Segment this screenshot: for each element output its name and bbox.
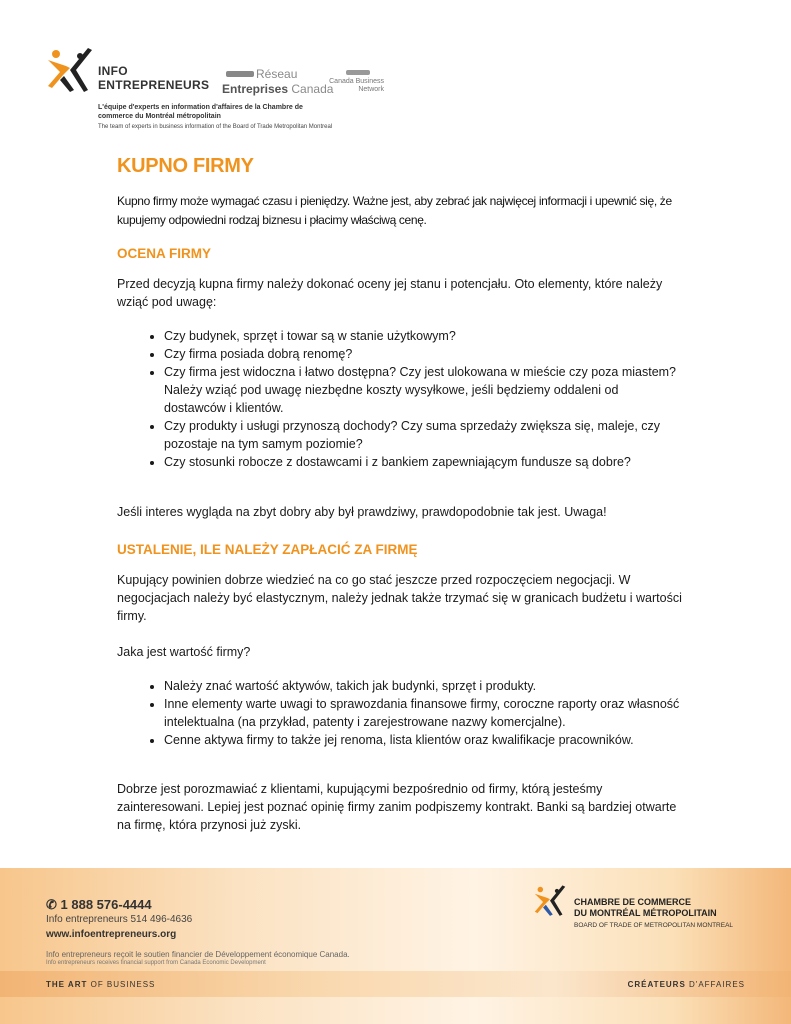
document-body [117, 155, 682, 834]
phone-icon: ✆ [46, 897, 57, 912]
cbn-badge [346, 70, 370, 75]
chamber-name: CHAMBRE DE COMMERCE DU MONTRÉAL MÉTROPOLITAIN [574, 897, 717, 918]
intro-paragraph: Kupno firmy może wymagać czasu i pieniędzy. Ważne jest, aby zebrać jak najwięcej informacji i upewnić się, że kupujemy odpowiedni rodzaj biznesu i płacimy właściwą cenę. [117, 194, 672, 227]
footer-phone: ✆ 1 888 576-4444 [46, 897, 152, 912]
page-title: KUPNO FIRMY [117, 155, 254, 177]
reseau-label: Réseau [256, 67, 298, 81]
footer-website-link[interactable]: www.infoentrepreneurs.org [46, 929, 177, 940]
list-item: • Czy stosunki robocze z dostawcami i z bankiem zapewniającym fundusze są dobre? [164, 453, 682, 471]
section2-paragraph: Kupujący powinien dobrze wiedzieć na co go stać jeszcze przed rozpoczęciem negocjacji. W negocjacjach należy być elastycznym, należy jednak także trzymać się w granicach budżetu i wartości firmy. [117, 573, 682, 623]
list-item: • Czy firma jest widoczna i łatwo dostępna? Czy jest ulokowana w mieście czy poza miastem? Należy wziąć pod uwagę niezbędne koszty wysyłkowe, jeśli będziemy oddaleni od dostawców i klientów. [164, 363, 682, 417]
footer-support-english: Info entrepreneurs receives financial support from Canada Economic Development [46, 960, 266, 966]
section-heading-ustalenie: USTALENIE, ILE NALEŻY ZAPŁACIĆ ZA FIRMĘ [117, 542, 418, 557]
warning-paragraph: Jeśli interes wygląda na zbyt dobry aby był prawdziwy, prawdopodobnie tak jest. Uwaga! [117, 505, 607, 519]
question-paragraph: Jaka jest wartość firmy? [117, 645, 251, 659]
list-item: • Czy produkty i usługi przynoszą dochody? Czy suma sprzedaży zwiększa się, maleje, czy pozostaje na tym samym poziomie? [164, 417, 682, 453]
entreprises-canada-label: Entreprises Canada [222, 82, 334, 96]
tagline-french: L'équipe d'experts en information d'affaires de la Chambre de commerce du Montréal métropolitain [98, 104, 303, 120]
page-footer [0, 868, 791, 1024]
list-item: • Należy znać wartość aktywów, takich jak budynki, sprzęt i produkty. [164, 677, 682, 695]
section1-bullet-list [117, 327, 682, 471]
list-item: • Czy budynek, sprzęt i towar są w stanie użytkowym? [164, 327, 682, 345]
list-item: • Inne elementy warte uwagi to sprawozdania finansowe firmy, coroczne raporty oraz własność intelektualna (na przykład, patenty i zarejestrowane nazwy komercjalne). [164, 695, 682, 731]
list-item: • Cenne aktywa firmy to także jej renoma, lista klientów oraz kwalifikacje pracowników. [164, 731, 682, 749]
info-entrepreneurs-wordmark: INFO ENTREPRENEURS [98, 64, 210, 92]
footer-createurs-daffaires: CRÉATEURS D'AFFAIRES [627, 980, 745, 989]
section2-bullet-list [117, 677, 682, 749]
page-header [0, 0, 791, 140]
section1-paragraph: Przed decyzją kupna firmy należy dokonać oceny jej stanu i potencjału. Oto elementy, które należy wziąć pod uwagę: [117, 277, 663, 309]
reseau-badge [226, 71, 254, 77]
list-item: • Czy firma posiada dobrą renomę? [164, 345, 682, 363]
footer-art-of-business: THE ART OF BUSINESS [46, 980, 156, 989]
chamber-name-english: BOARD OF TRADE OF METROPOLITAN MONTREAL [574, 922, 734, 929]
canada-business-network-label: Canada Business Network [329, 78, 384, 93]
closing-paragraph: Dobrze jest porozmawiać z klientami, kupującymi bezpośrednio od firmy, którą jesteśmy zainteresowani. Lepiej jest poznać opinię firmy zanim podpiszemy kontrakt. Banki są bardziej otwarte na firmę, która przynosi już zyski. [117, 782, 677, 832]
chamber-logo-icon [532, 884, 568, 920]
footer-info-line: Info entrepreneurs 514 496-4636 [46, 914, 193, 925]
footer-support-french: Info entrepreneurs reçoit le soutien financier de Développement économique Canada. [46, 950, 350, 959]
info-entrepreneurs-logo-icon [44, 46, 96, 98]
tagline-english: The team of experts in business information of the Board of Trade Metropolitan Montreal [98, 124, 333, 130]
section-heading-ocena: OCENA FIRMY [117, 246, 211, 261]
